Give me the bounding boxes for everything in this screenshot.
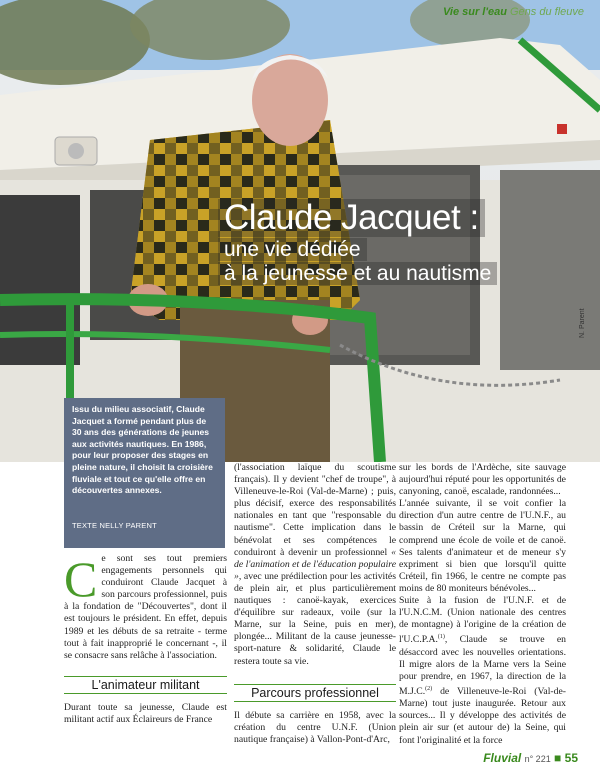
- paragraph-7-mid: , Claude se trouve en désaccord avec les nouvelles orientations. Il migre alors de la Marne vers la Seine pour prendre, en 1967, la direction de la M.J.C.: [399, 634, 566, 698]
- title-main: Claude Jacquet :: [218, 199, 485, 237]
- paragraph-3-quote: « de l'animation et de l'éducation populaire »: [234, 546, 397, 582]
- paragraph-7-end: de Villeneuve-le-Roi (Val-de-Marne) tout juste inaugurée. Retour aux sources... Il y développe des activités de plein air sur (et autour de) la Seine, qui font l'originalité et la force: [399, 686, 566, 746]
- paragraph-3: [234, 462, 396, 668]
- heading-animateur-militant: L'animateur militant: [64, 676, 227, 694]
- section-name: Vie sur l'eau: [442, 6, 507, 18]
- intro-box: [64, 398, 225, 548]
- paragraph-7: [399, 595, 566, 747]
- byline: TEXTE NELLY PARENT: [72, 520, 157, 530]
- title-subtitle-line1: une vie dédiée: [218, 238, 367, 261]
- paragraph-3-end: , avec une prédilection pour les activités de plein air, et plus particulièrement nautiques : canoë-kayak, exercices d'équilibre sur radeaux, voile (sur la Marne, sur la Seine, puis en mer), plongée... Militant de la cause jeunesse-sport-nature & solidarité, Claude le restera toute sa vie.: [234, 570, 396, 667]
- section-tag: [443, 6, 584, 18]
- footnote-ref-1: (1): [437, 634, 445, 641]
- heading-parcours-professionnel: Parcours professionnel: [234, 684, 396, 702]
- paragraph-7-text: Suite à la fusion de l'U.N.F. et de l'U.N.C.M. (Union nationale des centres de montagne) à l'origine de la création de l'U.C.P.A.: [399, 595, 566, 646]
- page-footer: [483, 751, 578, 765]
- photo-credit: N. Parent: [579, 308, 586, 338]
- column-3: [399, 462, 566, 747]
- paragraph-1-text: e sont ses tout premiers engagements personnels qui conduiront Claude Jacquet à son parcours professionnel, puis à la fondation de "Découvertes", dont il est toujours le président. En effet, depuis 1989 et les débuts de sa retraite - terme tout à fait inapproprié le concernant -, il se consacre sans relâche à l'association.: [64, 553, 227, 661]
- column-2: [234, 462, 396, 746]
- paragraph-2: Durant toute sa jeunesse, Claude est militant actif aux Éclaireurs de France: [64, 701, 227, 726]
- column-1: [64, 553, 227, 726]
- drop-cap: C: [64, 551, 98, 607]
- footnote-ref-2: (2): [425, 685, 433, 692]
- paragraph-1: [64, 553, 227, 662]
- title-subtitle-line2: à la jeunesse et au nautisme: [218, 262, 497, 285]
- magazine-name: Fluvial: [483, 751, 522, 765]
- intro-text: Issu du milieu associatif, Claude Jacquet a formé pendant plus de 30 ans des générations de jeunes aux activités nautiques. En 1986, pour leur proposer des stages en pleine nature, il choisit la croisière fluviale et tout ce qu'elle offre en découvertes annexes.: [72, 404, 213, 496]
- issue-number: n° 221: [524, 754, 551, 764]
- paragraph-6: L'année suivante, il se voit confier la direction d'un autre centre de l'U.N.F., au bassin de Créteil sur la Marne, qui comprend une école de voile et de canoë. Ses talents d'animateur et de meneur s'y expriment si bien que lorsqu'il quitte Créteil, fin 1966, le centre ne compte pas moins de 80 moniteurs bénévoles...: [399, 498, 566, 594]
- paragraph-4: Il débute sa carrière en 1958, avec la création du centre U.N.F. (Union nautique française) à Vallon-Pont-d'Arc,: [234, 709, 396, 745]
- paragraph-3-text: (l'association laïque du scoutisme français). Il y devient "chef de troupe", à Villeneuve-le-Roi (Val-de-Marne) ; puis, plus décisif, exerce des responsabilités nationales en tant que "responsable du nautisme". Cette implication dans le bénévolat et ses compétences le conduiront à devenir un professionnel: [234, 462, 396, 558]
- subsection-name: Gens du fleuve: [510, 6, 584, 18]
- footer-separator: ■: [554, 751, 562, 765]
- page-number: 55: [564, 751, 578, 765]
- paragraph-5: sur les bords de l'Ardèche, site sauvage aujourd'hui réputé pour les opportunités de canyoning, canoë, escalade, randonnées...: [399, 462, 566, 498]
- article-title: [218, 199, 558, 285]
